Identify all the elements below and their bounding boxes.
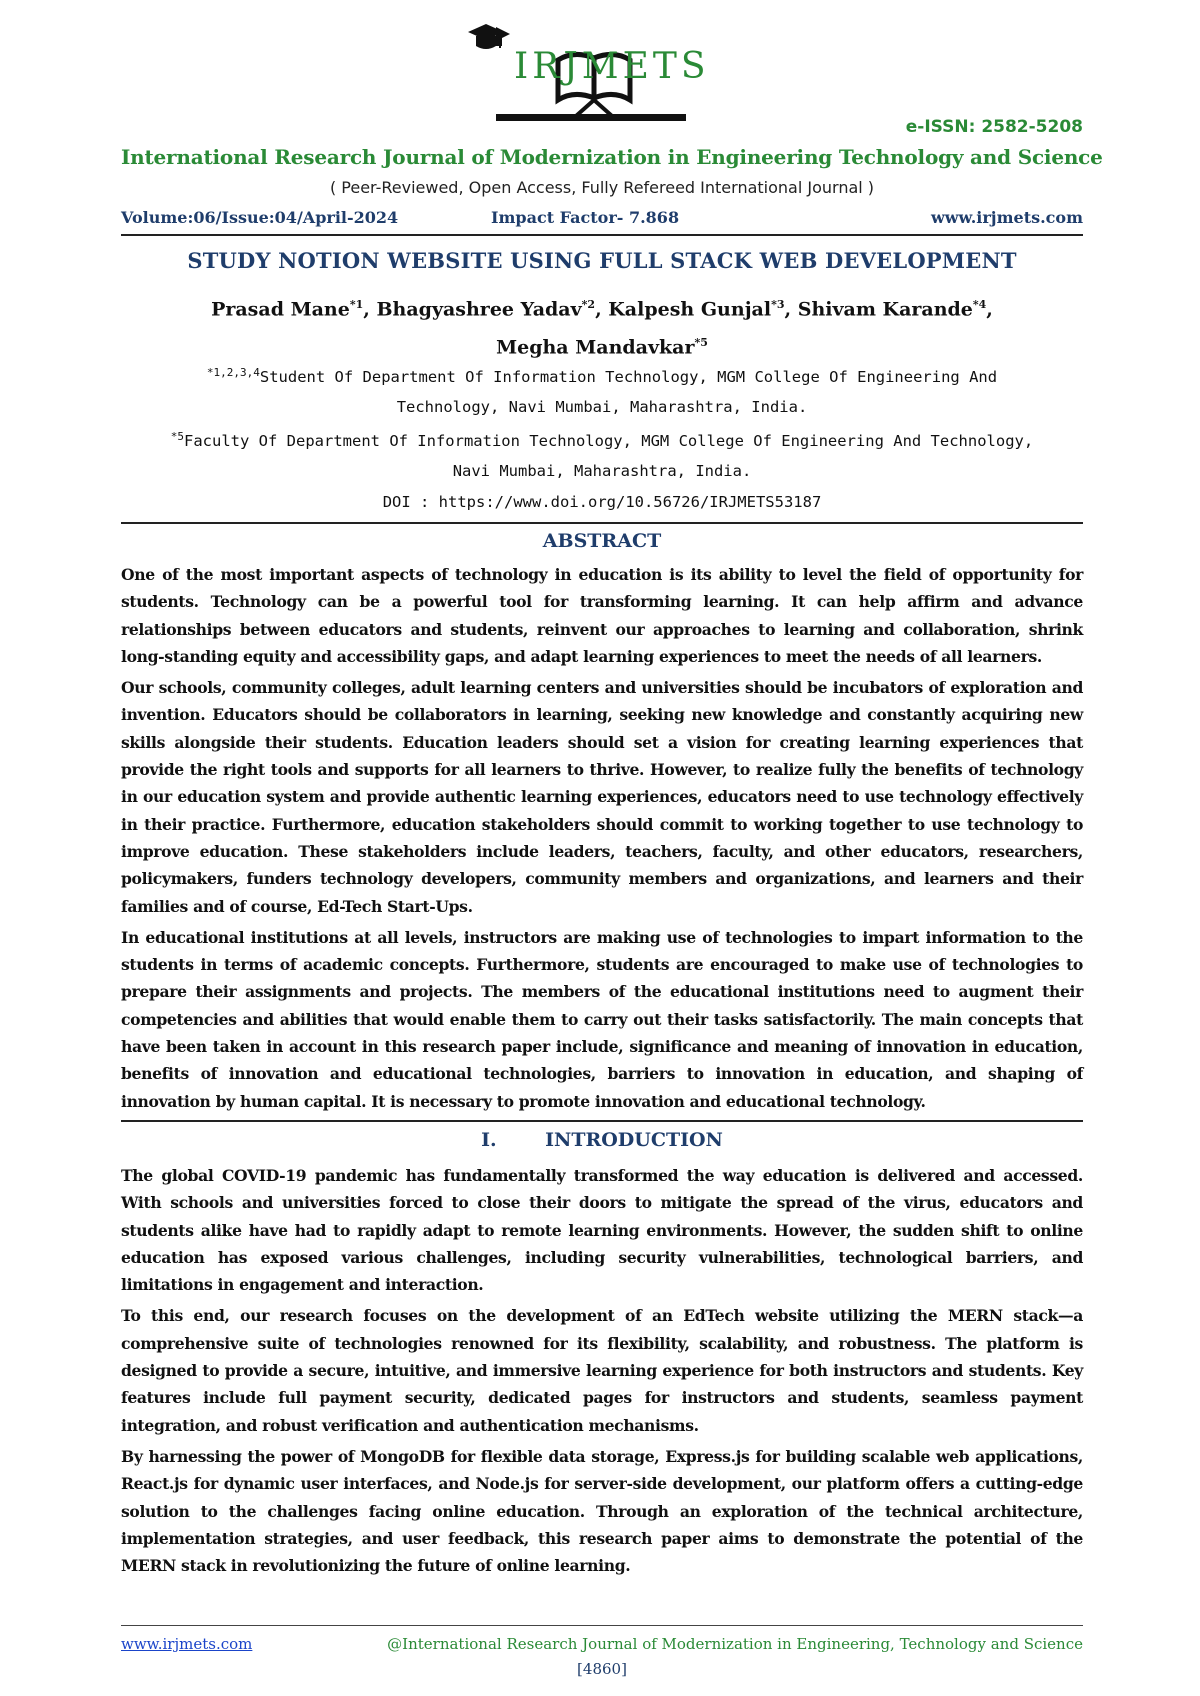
affiliation-2-line-2: Navi Mumbai, Maharashtra, India.	[452, 462, 752, 481]
section-number: I.	[481, 1129, 497, 1151]
footer-website-link[interactable]: www.irjmets.com	[121, 1635, 253, 1653]
affiliation-2-marker: *5	[170, 430, 185, 443]
affiliation-2	[121, 422, 1083, 486]
affiliation-1-line-1: Student Of Department Of Information Technology, MGM College Of Engineering And	[259, 368, 998, 387]
journal-title: International Research Journal of Modernization in Engineering Technology and Science	[121, 145, 1103, 169]
doi-link[interactable]: DOI : https://www.doi.org/10.56726/IRJMETS53187	[382, 493, 822, 511]
authors	[121, 288, 1083, 365]
journal-website: www.irjmets.com	[931, 208, 1083, 227]
graduation-cap-icon	[466, 22, 506, 56]
abstract-heading: ABSTRACT	[542, 530, 662, 552]
volume-issue: Volume:06/Issue:04/April-2024	[121, 208, 399, 227]
introduction-heading	[121, 1129, 1083, 1151]
introduction-body	[121, 1162, 1083, 1583]
abstract-rule	[121, 1120, 1083, 1122]
page-number: [4860]	[577, 1660, 627, 1678]
doi-rule	[121, 522, 1083, 524]
logo-text: IRJMETS	[514, 46, 710, 87]
abstract-paragraph: In educational institutions at all levels, instructors are making use of technologies to impart information to the students in terms of academic concepts. Furthermore, students are encouraged to make use of technologies to prepare their assignments and projects. The members of the educational institutions need to augment their competencies and abilities that would enable them to carry out their tasks satisfactorily. The main concepts that have been taken in account in this research paper include, significance and meaning of innovation in education, benefits of innovation and educational technologies, barriers to innovation in education, and shaping of innovation by human capital. It is necessary to promote innovation and educational technology.	[121, 927, 1083, 1111]
introduction-paragraph: By harnessing the power of MongoDB for flexible data storage, Express.js for building scalable web applications, React.js for dynamic user interfaces, and Node.js for server-side development, our platform offers a cutting-edge solution to the challenges facing online education. Through an exploration of the technical architecture, implementation strategies, and user feedback, this research paper aims to demonstrate the potential of the MERN stack in revolutionizing the future of online learning.	[121, 1446, 1083, 1576]
abstract-paragraph: Our schools, community colleges, adult learning centers and universities should be incubators of exploration and invention. Educators should be collaborators in learning, seeking new knowledge and constantly acquiring new skills alongside their students. Education leaders should set a vision for creating learning experiences that provide the right tools and supports for all learners to thrive. However, to realize fully the benefits of technology in our education system and provide authentic learning experiences, educators need to use technology effectively in their practice. Furthermore, education stakeholders should commit to working together to use technology to improve education. These stakeholders include leaders, teachers, faculty, and other educators, researchers, policymakers, funders technology developers, community members and organizations, and learners and their families and of course, Ed-Tech Start-Ups.	[121, 678, 1083, 916]
affiliation-1-marker: *1,2,3,4	[206, 366, 260, 379]
footer-rule	[121, 1625, 1083, 1626]
paper-title: STUDY NOTION WEBSITE USING FULL STACK WEB DEVELOPMENT	[187, 248, 1017, 273]
abstract-body	[121, 561, 1083, 1119]
abstract-paragraph: One of the most important aspects of technology in education is its ability to level the field of opportunity for students. Technology can be a powerful tool for transforming learning. It can help affirm and advance relationships between educators and students, reinvent our approaches to learning and collaboration, shrink long-standing equity and accessibility gaps, and adapt learning experiences to meet the needs of all learners.	[121, 565, 1083, 666]
impact-factor: Impact Factor- 7.868	[491, 208, 680, 227]
introduction-paragraph: To this end, our research focuses on the development of an EdTech website utilizing the MERN stack—a comprehensive suite of technologies renowned for its flexibility, scalability, and robustness. The platform is designed to provide a secure, intuitive, and immersive learning experience for both instructors and students. Key features include full payment security, dedicated pages for instructors and students, seamless payment integration, and robust verification and authentication mechanisms.	[121, 1306, 1083, 1435]
header-rule	[121, 234, 1083, 236]
footer-copyright: @International Research Journal of Modernization in Engineering, Technology and Science	[387, 1635, 1083, 1653]
introduction-paragraph: The global COVID-19 pandemic has fundamentally transformed the way education is delivered and accessed. With schools and universities forced to close their doors to mitigate the spread of the virus, educators and students alike have had to rapidly adapt to remote learning environments. However, the sudden shift to online education has exposed various challenges, including security vulnerabilities, technological barriers, and limitations in engagement and interaction.	[121, 1166, 1083, 1295]
authors-line-2: Megha Mandavkar$^{*5}$	[496, 336, 708, 359]
section-title: INTRODUCTION	[545, 1129, 723, 1151]
affiliation-1-line-2: Technology, Navi Mumbai, Maharashtra, India.	[396, 398, 808, 417]
affiliation-1	[121, 358, 1083, 422]
authors-line-1: Prasad Mane$^{*1}$, Bhagyashree Yadav$^{*2}$, Kalpesh Gunjal$^{*3}$, Shivam Karande$^{*4}$,	[211, 298, 993, 321]
affiliation-2-line-1: Faculty Of Department Of Information Technology, MGM College Of Engineering And Technology,	[184, 432, 1034, 451]
eissn: e-ISSN: 2582-5208	[905, 117, 1083, 137]
journal-type: ( Peer-Reviewed, Open Access, Fully Refereed International Journal )	[329, 178, 875, 197]
journal-logo	[496, 20, 710, 128]
